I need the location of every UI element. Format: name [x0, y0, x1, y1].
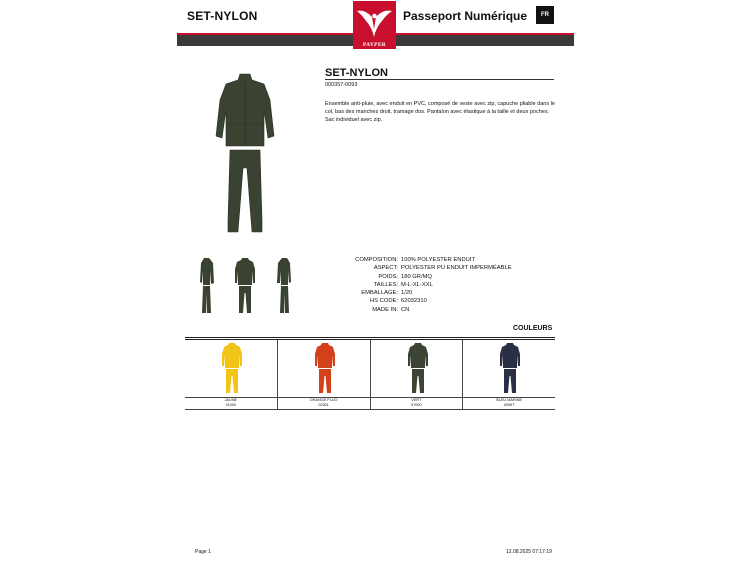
spec-label: COMPOSITION: [355, 257, 398, 263]
color-code: 07000 [411, 402, 422, 407]
print-timestamp: 12.08.2025 07:17:19 [506, 549, 552, 555]
color-name: VERT [411, 398, 422, 402]
product-description: Ensemble anti-pluie, avec enduit en PVC, composé de veste avec zip, capuche pliable dans le col, bas des manches droit, tramage dos. Pantalon avec élastique à la taille et deux poches. Sac individuel avec zip. [325, 101, 555, 123]
thumbnail-front[interactable] [234, 257, 256, 315]
spec-value: 100% POLYESTER ENDUIT [401, 257, 475, 263]
page-number: Page 1 [195, 549, 211, 555]
product-code: 000357-0093 [325, 82, 358, 88]
color-name: ORANGE FLUO [309, 398, 338, 402]
color-option-bleu-marine[interactable] [463, 340, 555, 409]
spec-row-hs-code [300, 297, 512, 305]
spec-value: 180 GR/MQ [401, 273, 432, 280]
spec-row-weight [300, 273, 512, 281]
spec-table [300, 256, 512, 314]
header-product-title: SET-NYLON [187, 9, 258, 23]
color-option-vert[interactable] [371, 340, 464, 409]
colors-top-rule [185, 337, 555, 338]
color-name: BLEU MARINE [496, 398, 522, 402]
color-code: 02301 [318, 402, 329, 407]
color-label [371, 398, 463, 407]
spec-value: POLYESTER PU ENDUIT IMPERMÉABLE [401, 265, 512, 272]
spec-value: CN [401, 306, 410, 313]
spec-value: 1/20 [401, 290, 413, 297]
color-label [185, 398, 277, 407]
spec-label: POIDS: [378, 273, 398, 280]
product-main-image [212, 70, 278, 238]
color-swatch-grid [185, 340, 555, 409]
spec-label: HS CODE: [369, 298, 398, 305]
spec-label: EMBALLAGE: [361, 290, 398, 297]
suit-green-image [407, 342, 429, 396]
color-label [278, 398, 370, 407]
color-code: 00097 [503, 402, 515, 407]
suit-yellow-image [221, 342, 243, 396]
spec-row-composition [300, 256, 512, 264]
colors-label-rule [185, 397, 555, 398]
thumbnail-side-right[interactable] [276, 257, 292, 315]
header-passport-title: Passeport Numérique [403, 9, 528, 23]
language-badge[interactable]: FR [536, 6, 554, 24]
color-label [463, 398, 555, 407]
thumbnail-side-left[interactable] [199, 257, 215, 315]
spec-row-made-in [300, 306, 512, 314]
product-name: SET-NYLON [325, 67, 388, 79]
brand-logo [353, 1, 396, 49]
spec-row-aspect [300, 264, 512, 272]
suit-orange-image [314, 342, 336, 396]
spec-value: 62032310 [401, 298, 427, 305]
spec-label: MADE IN: [372, 306, 398, 313]
colors-title: COULEURS [513, 325, 553, 332]
color-option-jaune[interactable] [185, 340, 278, 409]
colors-bottom-rule [185, 409, 555, 410]
spec-row-packaging [300, 289, 512, 297]
brand-name: PAYPER [362, 42, 387, 48]
color-option-orange-fluo[interactable] [278, 340, 371, 409]
suit-navy-image [499, 342, 521, 396]
product-name-divider [325, 79, 554, 80]
spec-value: M-L-XL-XXL [401, 281, 433, 288]
color-code: 01000 [225, 402, 237, 407]
spec-label: TAILLES: [373, 281, 398, 288]
spec-row-sizes [300, 281, 512, 289]
bird-logo-icon [353, 3, 396, 43]
spec-label: ASPECT: [373, 265, 398, 272]
color-name: JAUNE [224, 398, 238, 402]
